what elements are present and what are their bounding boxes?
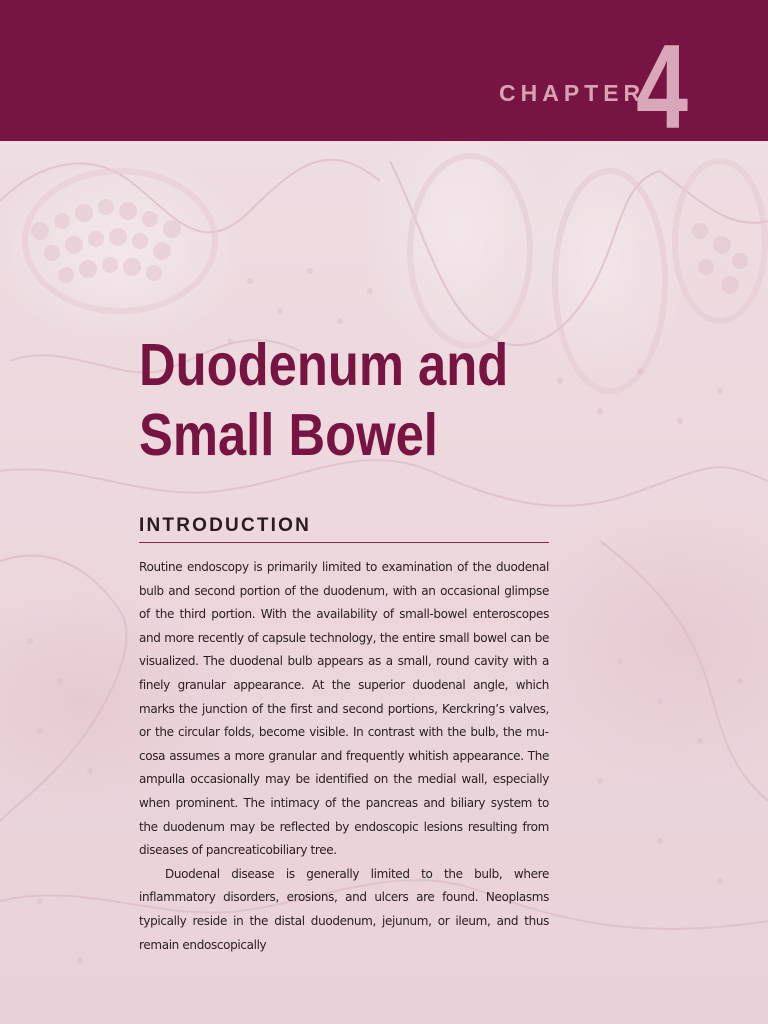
- section-heading: INTRODUCTION: [139, 514, 549, 543]
- chapter-header-band: [0, 0, 768, 154]
- chapter-title: [139, 330, 659, 470]
- chapter-title-line-1: Duodenum and: [139, 332, 509, 398]
- chapter-label: CHAPTER: [499, 80, 646, 106]
- chapter-number: 4: [636, 20, 689, 154]
- body-text: [139, 556, 549, 957]
- paragraph-1: Routine endoscopy is primarily limited to examination of the duodenal bulb and second portion of the duodenum, with an occasional glimpse of the third portion. With the availability of small-bowel enteroscopes and more recently of capsule technology, the entire small bowel can be visualized. The duodenal bulb appears as a small, round cavity with a finely granular appearance. At the superior duodenal angle, which marks the junction of the first and second portions, Kerckring’s valves, or the circular folds, become visible. In contrast with the bulb, the mucosa assumes a more granular and frequently whitish appearance. The ampulla occasionally may be identified on the medial wall, especially when prominent. The intimacy of the pancreas and biliary system to the duodenum may be reflected by endoscopic lesions resulting from diseases of pancreaticobiliary tree.: [139, 560, 549, 858]
- chapter-title-line-2: Small Bowel: [139, 402, 438, 468]
- paragraph-2: Duodenal disease is generally limited to the bulb, where inflammatory disorders, erosions, and ulcers are found. Neoplasms typically reside in the distal duodenum, jejunum, or ileum, and thus remain endoscopically: [139, 866, 549, 952]
